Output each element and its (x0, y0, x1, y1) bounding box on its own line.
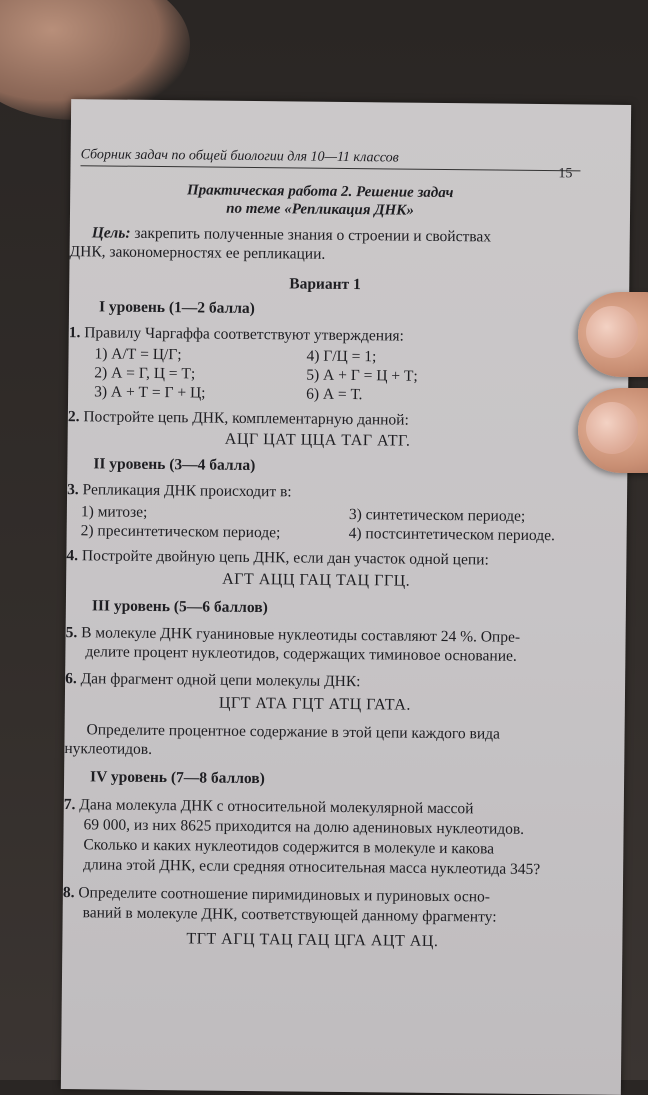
running-title: Сборник задач по общей биологии для 10—11 классов (80, 147, 580, 171)
q7-number: 7. (63, 796, 76, 814)
q5-number: 5. (65, 624, 78, 642)
q1-option-3: 3) А + Т = Г + Ц; (94, 383, 206, 402)
q8-sequence: ТГТ АГЦ ТАЦ ГАЦ ЦГА АЦТ АЦ. (186, 930, 439, 950)
q3-number: 3. (67, 481, 79, 499)
q3-text: Репликация ДНК происходит в: (82, 481, 292, 501)
q5-text-1: В молекуле ДНК гуаниновые нуклеотиды составляют 24 %. Опре- (81, 624, 521, 646)
fingernail (586, 306, 638, 358)
q7-line2: 69 000, из них 8625 приходится на долю адениновых нуклеотидов. (83, 816, 525, 838)
q1-text: Правилу Чаргаффа соответствуют утверждения: (84, 324, 404, 345)
q4-text: Постройте двойную цепь ДНК, если дан участок одной цепи: (81, 547, 489, 569)
book-page (61, 99, 631, 1095)
q8-number: 8. (62, 884, 75, 902)
q7-line3: Сколько и каких нуклеотидов содержится в молекуле и какова (83, 836, 495, 858)
variant-title: Вариант 1 (289, 275, 361, 294)
q4 (66, 546, 489, 569)
q4-sequence: АГТ АЦЦ ГАЦ ТАЦ ГГЦ. (222, 570, 411, 590)
q1-option-4: 4) Г/Ц = 1; (306, 347, 377, 366)
q3-option-1: 1) митозе; (80, 503, 148, 521)
q2 (68, 407, 409, 430)
q5-line2: делите процент нуклеотидов, содержащих тиминовое основание. (85, 643, 517, 665)
q3-option-4: 4) постсинтетическом периоде. (348, 525, 555, 545)
q8-text-1: Определите соотношение пиримидиновых и пуриновых осно- (78, 884, 491, 906)
q1-option-5: 5) А + Г = Ц + Т; (306, 366, 418, 385)
page-number: 15 (558, 166, 573, 182)
q1-number: 1. (68, 324, 81, 342)
goal-text: закрепить полученные знания о строении и свойствах (130, 224, 492, 246)
q6-line1: Определите процентное содержание в этой цепи каждого вида (86, 721, 501, 743)
work-title-line2: по теме «Репликация ДНК» (226, 200, 414, 219)
q7-text-1: Дана молекула ДНК с относительной молекулярной массой (79, 796, 474, 818)
q2-number: 2. (67, 408, 80, 426)
level4-title: IV уровень (7—8 баллов) (90, 768, 265, 788)
level3-title: III уровень (5—6 баллов) (91, 597, 268, 617)
q3 (67, 480, 292, 501)
fingernail (586, 402, 638, 454)
q1-option-6: 6) А = Т. (306, 385, 363, 404)
q1 (69, 323, 404, 346)
work-title-line1: Практическая работа 2. Решение задач (186, 182, 454, 202)
level1-title: I уровень (1—2 балла) (98, 298, 255, 318)
q6-sequence: ЦГТ АТА ГЦТ АТЦ ГАТА. (218, 694, 411, 714)
q1-option-2: 2) А = Г, Ц = Т; (94, 364, 196, 383)
goal-line2: ДНК, закономерностях ее репликации. (69, 243, 326, 263)
page-content (62, 99, 631, 950)
q7-line4: длина этой ДНК, если средняя относительная масса нуклеотида 345? (83, 856, 541, 879)
q6 (65, 669, 361, 691)
q4-number: 4. (66, 547, 79, 565)
q2-sequence: АЦГ ЦАТ ЦЦА ТАГ АТГ. (224, 430, 411, 450)
q6-number: 6. (65, 670, 77, 688)
q8-line2: ваний в молекуле ДНК, соответствующей данному фрагменту: (82, 904, 497, 926)
q3-option-2: 2) пресинтетическом периоде; (80, 522, 281, 542)
q1-option-1: 1) А/Т = Ц/Г; (94, 345, 182, 364)
q6-text: Дан фрагмент одной цепи молекулы ДНК: (80, 670, 361, 691)
q2-text: Постройте цепь ДНК, комплементарную данной: (83, 408, 409, 429)
goal-label: Цель: (91, 224, 131, 242)
q3-option-3: 3) синтетическом периоде; (348, 506, 526, 525)
level2-title: II уровень (3—4 балла) (93, 455, 256, 475)
q6-line2: нуклеотидов. (64, 740, 153, 758)
